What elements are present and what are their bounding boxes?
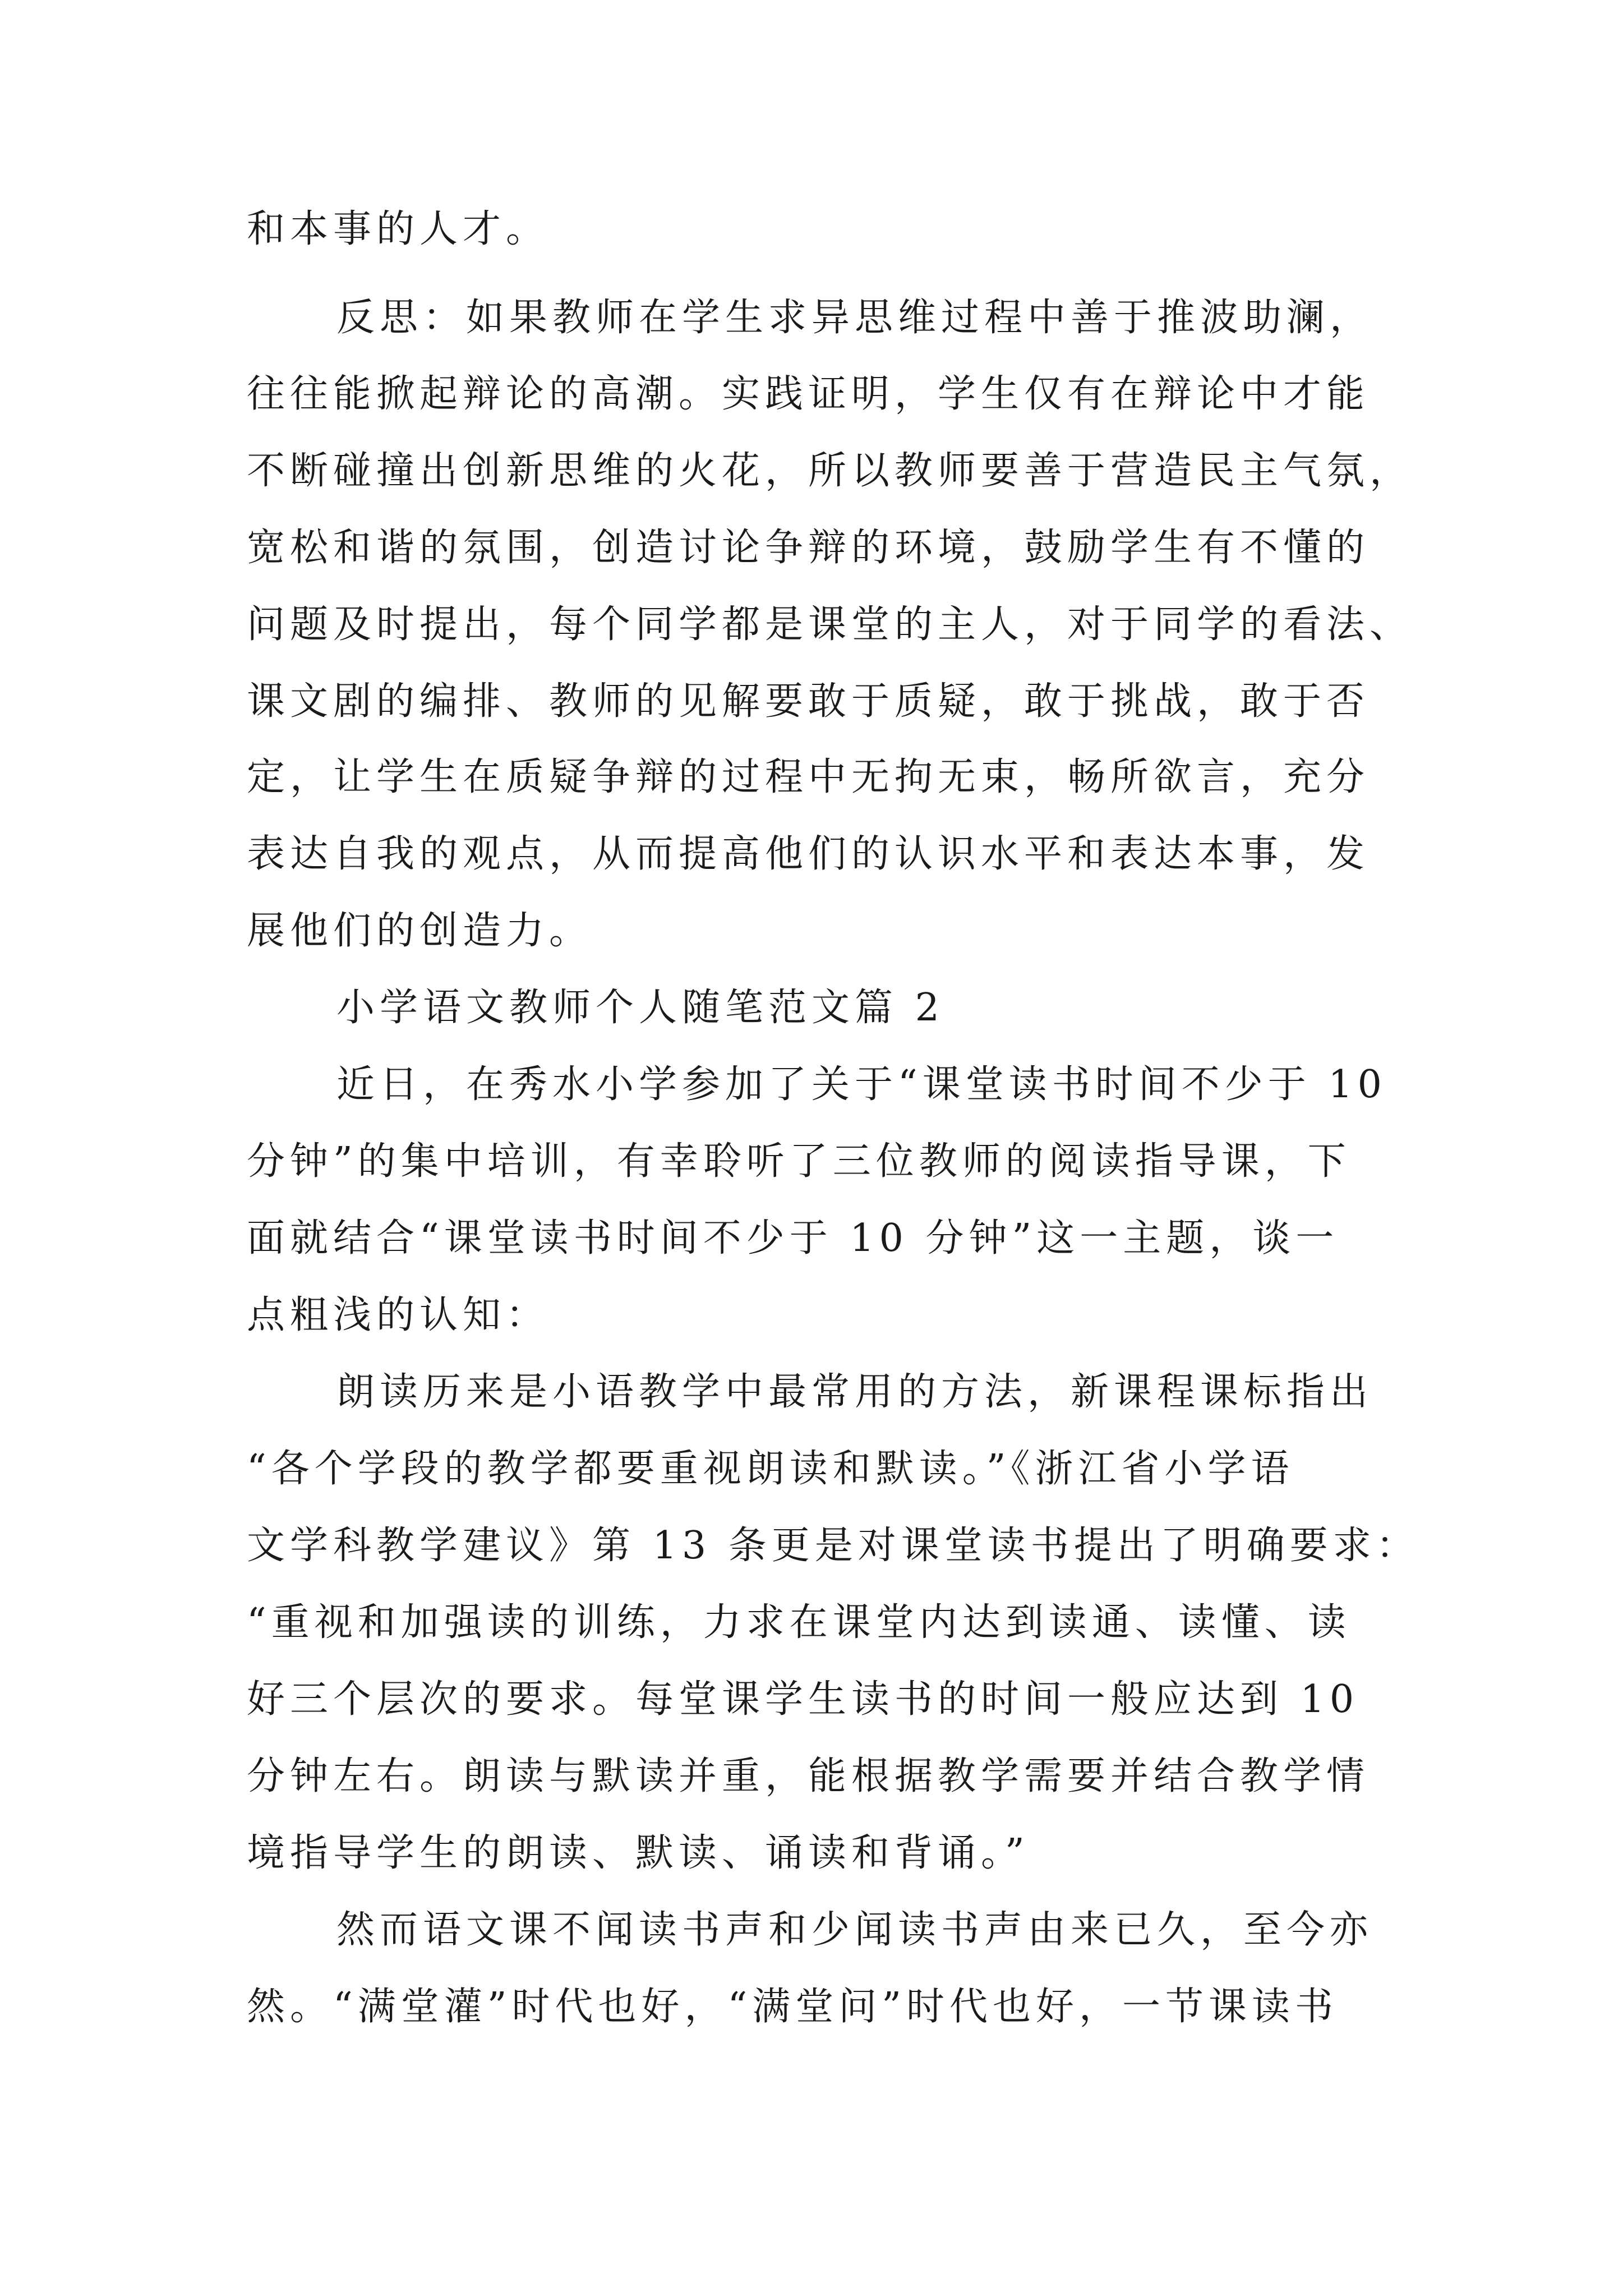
text-line: “各个学段的教学都要重视朗读和默读。”《浙江省小学语 (247, 1447, 1294, 1491)
text-line: 不断碰撞出创新思维的火花，所以教师要善于营造民主气氛， (247, 449, 1413, 493)
text-line: 面就结合“课堂读书时间不少于 10 分钟”这一主题，谈一 (247, 1216, 1339, 1260)
text-line: 好三个层次的要求。每堂课学生读书的时间一般应达到 10 (247, 1677, 1359, 1722)
text-line: 分钟左右。朗读与默读并重，能根据教学需要并结合教学情 (247, 1754, 1370, 1798)
text-line: 朗读历来是小语教学中最常用的方法，新课程课标指出 (336, 1370, 1373, 1414)
section-heading: 小学语文教师个人随笔范文篇 2 (336, 986, 944, 1030)
text-line: 表达自我的观点，从而提高他们的认识水平和表达本事，发 (247, 832, 1370, 876)
text-line: 课文剧的编排、教师的见解要敢于质疑，敢于挑战，敢于否 (247, 679, 1370, 724)
text-line: 反思：如果教师在学生求异思维过程中善于推波助澜， (336, 296, 1373, 340)
text-line: 然。“满堂灌”时代也好，“满堂问”时代也好，一节课读书 (247, 1985, 1339, 2029)
text-line: “重视和加强读的训练，力求在课堂内达到读通、读懂、读 (247, 1600, 1351, 1645)
text-line: 点粗浅的认知： (247, 1293, 550, 1337)
text-line: 问题及时提出，每个同学都是课堂的主人，对于同学的看法、 (247, 602, 1413, 647)
text-line: 和本事的人才。 (247, 207, 550, 251)
text-line: 然而语文课不闻读书声和少闻读书声由来已久，至今亦 (336, 1908, 1373, 1952)
text-line: 往往能掀起辩论的高潮。实践证明，学生仅有在辩论中才能 (247, 372, 1370, 416)
text-line: 定，让学生在质疑争辩的过程中无拘无束，畅所欲言，充分 (247, 755, 1370, 799)
text-line: 分钟”的集中培训，有幸聆听了三位教师的阅读指导课，下 (247, 1139, 1351, 1184)
text-line: 近日，在秀水小学参加了关于“课堂读书时间不少于 10 (336, 1062, 1387, 1107)
text-line: 文学科教学建议》第 13 条更是对课堂读书提出了明确要求： (247, 1524, 1419, 1568)
text-line: 境指导学生的朗读、默读、诵读和背诵。” (247, 1831, 1030, 1875)
text-line: 宽松和谐的氛围，创造讨论争辩的环境，鼓励学生有不懂的 (247, 526, 1370, 570)
text-line: 展他们的创造力。 (247, 909, 593, 953)
